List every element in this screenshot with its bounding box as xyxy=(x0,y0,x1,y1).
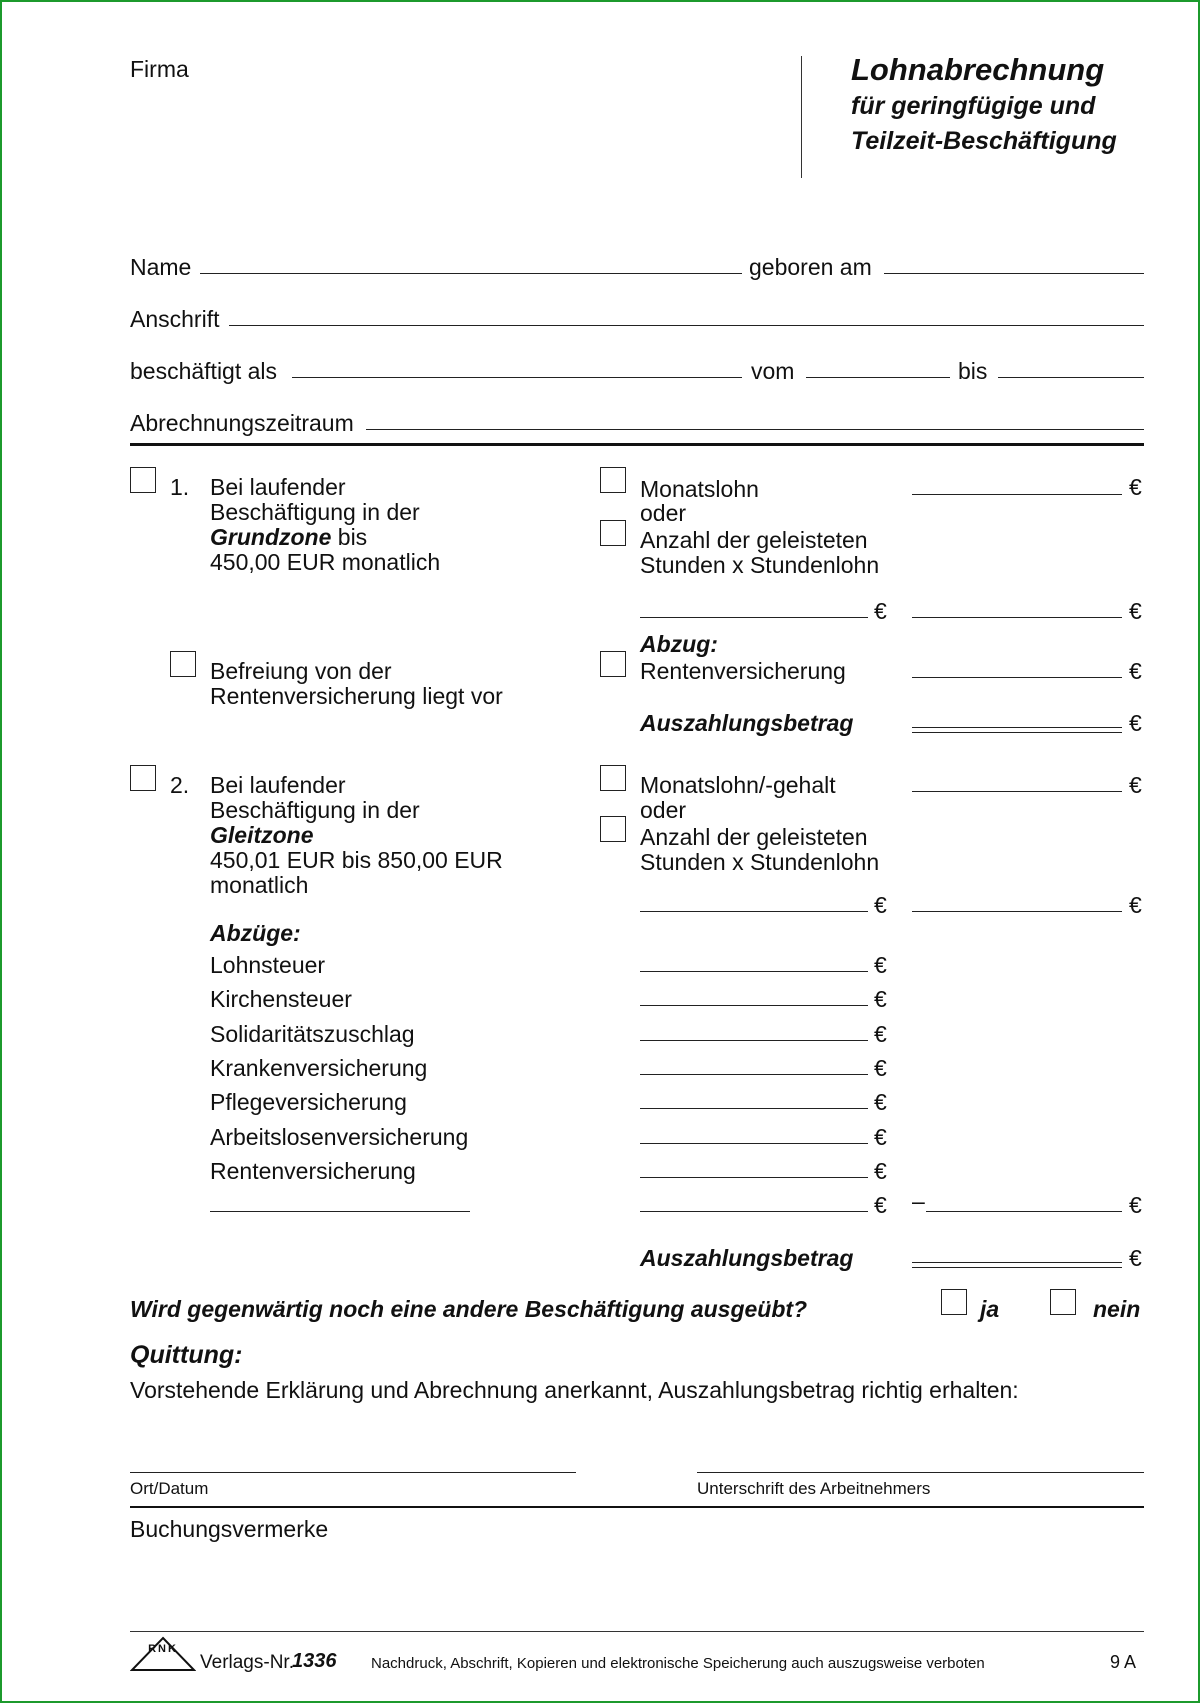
renten-amount-field[interactable] xyxy=(912,677,1122,678)
section1-number: 1. xyxy=(170,474,190,500)
monatsgehalt-label: Monatslohn/-gehalt xyxy=(640,772,836,798)
euro-symbol: € xyxy=(874,1192,887,1218)
euro-symbol: € xyxy=(874,892,887,918)
vom-label: vom xyxy=(751,358,795,384)
unterschrift-field[interactable] xyxy=(697,1472,1144,1473)
deduction-label: Krankenversicherung xyxy=(210,1055,428,1081)
vom-field[interactable] xyxy=(806,377,950,378)
oder-label: oder xyxy=(640,500,687,526)
euro-symbol: € xyxy=(874,1055,887,1081)
buchungsvermerke-label: Buchungsvermerke xyxy=(130,1516,329,1542)
oder-label-2: oder xyxy=(640,797,687,823)
copyright-notice: Nachdruck, Abschrift, Kopieren und elektronische Speicherung auch auszugsweise verboten xyxy=(371,1655,985,1672)
nein-label: nein xyxy=(1093,1296,1141,1322)
deduction-label: Lohnsteuer xyxy=(210,952,326,978)
bis-field[interactable] xyxy=(998,377,1144,378)
deduction-amount-field[interactable] xyxy=(640,1177,868,1178)
beschaeftigt-label: beschäftigt als xyxy=(130,358,278,384)
euro-symbol: € xyxy=(874,986,887,1012)
euro-symbol: € xyxy=(874,1158,887,1184)
ort-datum-field[interactable] xyxy=(130,1472,576,1473)
euro-symbol: € xyxy=(1129,474,1142,500)
deduction-label: Kirchensteuer xyxy=(210,986,352,1012)
deduction-amount-field[interactable] xyxy=(640,1005,868,1006)
section1-line2: Beschäftigung in der xyxy=(210,499,420,525)
section2-number: 2. xyxy=(170,772,190,798)
quittung-heading: Quittung: xyxy=(130,1341,243,1369)
section2-auszahlung-label: Auszahlungsbetrag xyxy=(640,1245,854,1271)
header-divider xyxy=(801,56,802,178)
section-divider-bottom xyxy=(130,1506,1144,1508)
section1-zone-rest: bis xyxy=(331,524,368,550)
anschrift-field[interactable] xyxy=(229,325,1144,326)
section2-line4: 450,01 EUR bis 850,00 EUR xyxy=(210,847,503,873)
footer-divider xyxy=(130,1631,1144,1632)
stunden-calc-field[interactable] xyxy=(640,617,868,618)
nein-checkbox[interactable] xyxy=(1050,1289,1076,1315)
abzug-heading: Abzug: xyxy=(640,631,718,657)
befreiung-line2: Rentenversicherung liegt vor xyxy=(210,683,503,709)
geboren-label: geboren am xyxy=(749,254,872,280)
euro-symbol: € xyxy=(1129,1245,1142,1271)
befreiung-checkbox[interactable] xyxy=(170,651,196,677)
stunden-checkbox[interactable] xyxy=(600,520,626,546)
brutto-amount-field[interactable] xyxy=(912,617,1122,618)
stunden-calc-field-2[interactable] xyxy=(640,911,868,912)
monatslohn-label: Monatslohn xyxy=(640,476,759,502)
extra-deduction-label-field[interactable] xyxy=(210,1211,470,1212)
euro-symbol: € xyxy=(874,952,887,978)
brutto-amount-field-2[interactable] xyxy=(912,911,1122,912)
zeitraum-label: Abrechnungszeitraum xyxy=(130,410,354,436)
deduction-amount-field[interactable] xyxy=(640,971,868,972)
section1-checkbox[interactable] xyxy=(130,467,156,493)
deduction-label: Rentenversicherung xyxy=(210,1158,416,1184)
zeitraum-field[interactable] xyxy=(366,429,1144,430)
anzahl2-label-2: Stunden x Stundenlohn xyxy=(640,849,880,875)
section1-zone-line xyxy=(210,524,367,551)
euro-symbol: € xyxy=(874,1021,887,1047)
page-number: 9 A xyxy=(1110,1652,1137,1672)
section1-zone: Grundzone xyxy=(210,524,332,550)
question-text: Wird gegenwärtig noch eine andere Beschäftigung ausgeübt? xyxy=(130,1296,808,1322)
section1-auszahlung-label: Auszahlungsbetrag xyxy=(640,710,854,736)
verlag-label: Verlags-Nr. xyxy=(200,1652,294,1673)
deduction-label: Pflegeversicherung xyxy=(210,1089,407,1115)
anzahl-label-2: Stunden x Stundenlohn xyxy=(640,552,880,578)
quittung-text: Vorstehende Erklärung und Abrechnung anerkannt, Auszahlungsbetrag richtig erhalten: xyxy=(130,1377,1019,1403)
geboren-field[interactable] xyxy=(884,273,1144,274)
euro-symbol: € xyxy=(1129,598,1142,624)
euro-symbol: € xyxy=(1129,710,1142,736)
section2-line5: monatlich xyxy=(210,872,309,898)
anschrift-label: Anschrift xyxy=(130,306,220,332)
deduction-amount-field[interactable] xyxy=(640,1143,868,1144)
deduction-label: Arbeitslosenversicherung xyxy=(210,1124,469,1150)
section1-auszahlung-field[interactable] xyxy=(912,727,1122,733)
euro-symbol: € xyxy=(874,1089,887,1115)
name-label: Name xyxy=(130,254,192,280)
deduction-amount-field[interactable] xyxy=(640,1074,868,1075)
deduction-total-field[interactable] xyxy=(926,1211,1122,1212)
euro-symbol: € xyxy=(1129,658,1142,684)
deduction-amount-field[interactable] xyxy=(640,1040,868,1041)
page-subtitle-1: für geringfügige und xyxy=(851,92,1096,120)
page-title: Lohnabrechnung xyxy=(851,52,1105,87)
minus-sign: – xyxy=(912,1188,925,1214)
befreiung-line1: Befreiung von der xyxy=(210,658,392,684)
euro-symbol: € xyxy=(874,598,887,624)
euro-symbol: € xyxy=(1129,892,1142,918)
verlag-number: 1336 xyxy=(292,1650,337,1672)
section2-line2: Beschäftigung in der xyxy=(210,797,420,823)
monatslohn-amount-field[interactable] xyxy=(912,494,1122,495)
firma-label: Firma xyxy=(130,56,189,82)
ja-checkbox[interactable] xyxy=(941,1289,967,1315)
section2-zone: Gleitzone xyxy=(210,822,314,848)
anzahl2-label-1: Anzahl der geleisteten xyxy=(640,824,868,850)
monatsgehalt-amount-field[interactable] xyxy=(912,791,1122,792)
name-field[interactable] xyxy=(200,273,742,274)
section2-line1: Bei laufender xyxy=(210,772,346,798)
section-divider-top xyxy=(130,443,1144,446)
section1-line4: 450,00 EUR monatlich xyxy=(210,549,441,575)
unterschrift-label: Unterschrift des Arbeitnehmers xyxy=(697,1479,931,1498)
beschaeftigt-field[interactable] xyxy=(292,377,742,378)
abzuege-heading: Abzüge: xyxy=(210,920,301,946)
deduction-label: Solidaritätszuschlag xyxy=(210,1021,415,1047)
stunden-checkbox-2[interactable] xyxy=(600,816,626,842)
deduction-amount-field[interactable] xyxy=(640,1108,868,1109)
section1-line1: Bei laufender xyxy=(210,474,346,500)
euro-symbol: € xyxy=(1129,1192,1142,1218)
euro-symbol: € xyxy=(1129,772,1142,798)
renten-label: Rentenversicherung xyxy=(640,658,846,684)
monatsgehalt-checkbox[interactable] xyxy=(600,765,626,791)
page-subtitle-2: Teilzeit-Beschäftigung xyxy=(851,127,1117,155)
euro-symbol: € xyxy=(874,1124,887,1150)
bis-label: bis xyxy=(958,358,988,384)
section2-auszahlung-field[interactable] xyxy=(912,1262,1122,1268)
ja-label: ja xyxy=(980,1296,1000,1322)
rnk-logo-text: RNK xyxy=(148,1643,178,1655)
ort-datum-label: Ort/Datum xyxy=(130,1479,209,1498)
anzahl-label-1: Anzahl der geleisteten xyxy=(640,527,868,553)
section2-checkbox[interactable] xyxy=(130,765,156,791)
monatslohn-checkbox[interactable] xyxy=(600,467,626,493)
extra-deduction-amount-field[interactable] xyxy=(640,1211,868,1212)
renten-checkbox[interactable] xyxy=(600,651,626,677)
